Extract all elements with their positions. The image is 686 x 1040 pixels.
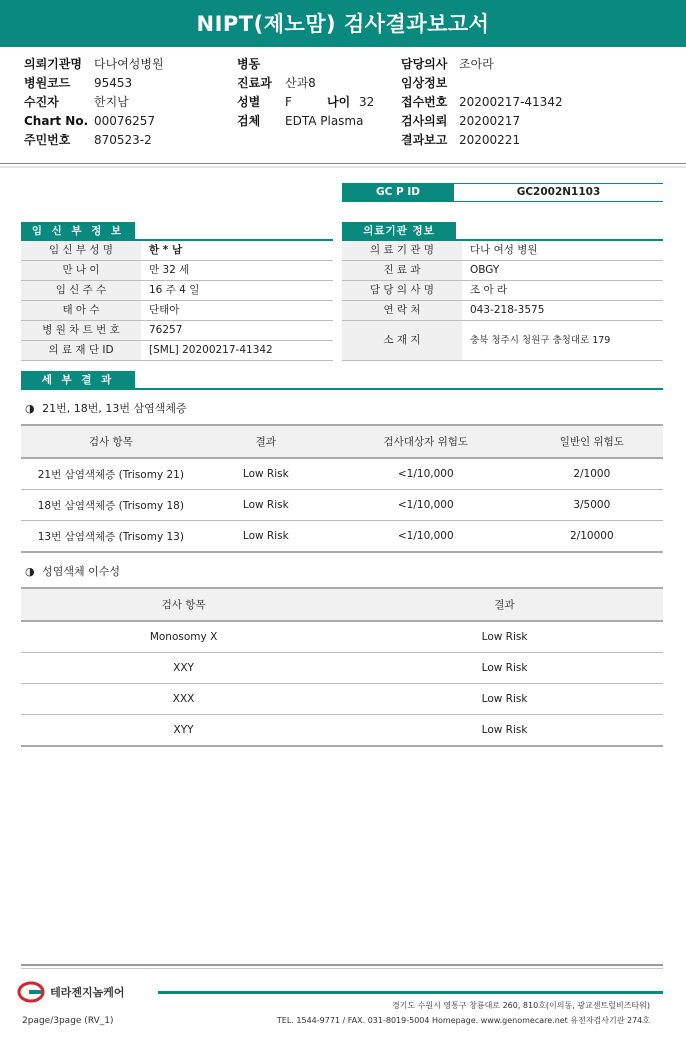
label-receipt-no: 접수번호	[401, 95, 448, 109]
cell-result: Low Risk	[201, 458, 331, 490]
pregnant-row-key: 만 나 이	[21, 261, 141, 280]
table-row	[21, 490, 663, 521]
cell-item: XXX	[21, 684, 346, 715]
inst-row-value: 충북 청주시 청원구 충청대로 179	[470, 335, 611, 346]
footer-divider	[21, 964, 663, 966]
value-receipt-no: 20200217-41342	[459, 95, 563, 109]
sexchrom-col-result: 결과	[346, 588, 663, 621]
inst-row-name	[342, 241, 663, 261]
pregnant-row-key: 병 원 차 트 번 호	[21, 321, 141, 340]
footer-divider-thin	[21, 968, 663, 969]
header-col-3	[401, 55, 671, 150]
value-chart-no: 00076257	[94, 114, 156, 128]
cell-general: 2/1000	[521, 458, 663, 490]
value-request-date: 20200217	[459, 114, 521, 128]
header-divider-light	[0, 166, 686, 168]
pregnant-info-table	[21, 241, 333, 361]
trisomy-col-result: 결과	[201, 425, 331, 458]
inst-row-key: 의 료 기 관 명	[342, 241, 462, 260]
inst-row-value: OBGY	[470, 264, 500, 276]
trisomy-subtitle-text: 21번, 18번, 13번 삼염색체증	[42, 402, 187, 415]
sexchrom-subtitle	[25, 563, 120, 579]
label-doctor: 담당의사	[401, 57, 448, 71]
label-sex: 성별	[237, 95, 261, 109]
value-department: 산과8	[285, 76, 316, 90]
inst-row-value: 다나 여성 병원	[470, 244, 538, 256]
table-row	[21, 521, 663, 553]
table-row	[21, 458, 663, 490]
label-institution: 의뢰기관명	[24, 57, 82, 71]
inst-row-address	[342, 321, 663, 361]
cell-item: XXY	[21, 653, 346, 684]
company-logo	[17, 981, 124, 1003]
institution-info-table	[342, 241, 663, 361]
cell-item: 18번 삼염색체증 (Trisomy 18)	[21, 490, 201, 521]
label-clinical-info: 임상정보	[401, 76, 448, 90]
report-title: NIPT(제노맘) 검사결과보고서	[0, 0, 686, 47]
label-request-date: 검사의뢰	[401, 114, 448, 128]
label-specimen: 검체	[237, 114, 261, 128]
label-recipient: 수진자	[24, 95, 59, 109]
label-age: 나이	[327, 95, 351, 109]
inst-row-key: 소 재 지	[342, 321, 462, 360]
inst-row-value: 조 아 라	[470, 284, 508, 296]
trisomy-col-risk: 검사대상자 위험도	[331, 425, 521, 458]
cell-risk: <1/10,000	[331, 490, 521, 521]
logo-text: 테라젠지놈케어	[50, 986, 125, 999]
inst-row-dept	[342, 261, 663, 281]
detail-line	[21, 388, 663, 390]
pregnant-row-age	[21, 261, 333, 281]
pregnant-row-chart	[21, 321, 333, 341]
pregnant-row-fetus	[21, 301, 333, 321]
value-specimen: EDTA Plasma	[285, 114, 364, 128]
pregnant-row-value: 76257	[149, 324, 183, 336]
gcpid-value: GC2002N1103	[454, 183, 663, 202]
pregnant-row-foundation-id	[21, 341, 333, 361]
half-circle-icon: ◑	[25, 565, 35, 578]
sexchrom-col-item: 검사 항목	[21, 588, 346, 621]
pregnant-row-value: 만 32 세	[149, 264, 190, 276]
trisomy-col-general: 일반인 위험도	[521, 425, 663, 458]
pregnant-row-value: [SML] 20200217-41342	[149, 344, 273, 356]
table-row	[21, 653, 663, 684]
inst-row-key: 진 료 과	[342, 261, 462, 280]
trisomy-col-item: 검사 항목	[21, 425, 201, 458]
trisomy-subtitle	[25, 400, 187, 416]
footer-address: 경기도 수원시 영통구 창룡대로 260, 810호(이의동, 광교센트럴비즈타워)	[391, 1001, 650, 1010]
pregnant-info-tab: 임 신 부 정 보	[21, 222, 135, 239]
cell-general: 3/5000	[521, 490, 663, 521]
value-age: 32	[359, 95, 375, 109]
value-hospital-code: 95453	[94, 76, 133, 90]
table-row	[21, 684, 663, 715]
label-hospital-code: 병원코드	[24, 76, 71, 90]
label-report-date: 결과보고	[401, 133, 448, 147]
cell-result: Low Risk	[346, 715, 663, 747]
value-recipient: 한지남	[94, 95, 129, 109]
page-number: 2page/3page (RV_1)	[22, 1016, 114, 1026]
pregnant-row-value: 단태아	[149, 304, 180, 316]
sexchrom-table	[21, 587, 663, 747]
institution-info-tab: 의료기관 정보	[342, 222, 456, 239]
value-resident-no: 870523-2	[94, 133, 152, 147]
value-report-date: 20200221	[459, 133, 521, 147]
cell-item: XYY	[21, 715, 346, 747]
cell-general: 2/10000	[521, 521, 663, 553]
cell-risk: <1/10,000	[331, 521, 521, 553]
label-ward: 병동	[237, 57, 261, 71]
header-col-1	[24, 55, 234, 150]
half-circle-icon: ◑	[25, 402, 35, 415]
label-department: 진료과	[237, 76, 272, 90]
logo-mark-icon	[17, 981, 45, 1003]
cell-result: Low Risk	[346, 653, 663, 684]
value-institution: 다나여성병원	[94, 57, 164, 71]
footer-contact: TEL. 1544-9771 / FAX. 031-8019-5004 Homepage. www.genomecare.net 유전자검사기관 274호	[276, 1016, 650, 1025]
footer-accent-bar	[158, 991, 663, 994]
cell-risk: <1/10,000	[331, 458, 521, 490]
pregnant-row-key: 임 신 부 성 명	[21, 241, 141, 260]
cell-result: Low Risk	[346, 621, 663, 653]
label-chart-no: Chart No.	[24, 114, 89, 128]
gcpid-label: GC P ID	[342, 183, 454, 202]
value-doctor: 조아라	[459, 57, 494, 71]
inst-row-contact	[342, 301, 663, 321]
pregnant-row-name	[21, 241, 333, 261]
pregnant-row-weeks	[21, 281, 333, 301]
table-row	[21, 715, 663, 747]
cell-result: Low Risk	[201, 521, 331, 553]
inst-row-key: 담 당 의 사 명	[342, 281, 462, 300]
inst-row-key: 연 락 처	[342, 301, 462, 320]
detail-tab: 세 부 결 과	[21, 371, 135, 388]
value-sex: F	[285, 95, 292, 109]
header-divider	[0, 163, 686, 164]
trisomy-table	[21, 424, 663, 553]
cell-item: 21번 삼염색체증 (Trisomy 21)	[21, 458, 201, 490]
cell-result: Low Risk	[346, 684, 663, 715]
header-col-2	[237, 55, 387, 131]
cell-item: Monosomy X	[21, 621, 346, 653]
inst-row-doctor	[342, 281, 663, 301]
table-row	[21, 621, 663, 653]
pregnant-row-value: 한 * 남	[149, 244, 183, 256]
inst-row-value: 043-218-3575	[470, 304, 545, 316]
pregnant-row-key: 임 신 주 수	[21, 281, 141, 300]
pregnant-row-key: 태 아 수	[21, 301, 141, 320]
label-resident-no: 주민번호	[24, 133, 71, 147]
sexchrom-subtitle-text: 성염색체 이수성	[42, 565, 120, 578]
pregnant-row-key: 의 료 재 단 ID	[21, 341, 141, 360]
pregnant-row-value: 16 주 4 일	[149, 284, 200, 296]
cell-result: Low Risk	[201, 490, 331, 521]
cell-item: 13번 삼염색체증 (Trisomy 13)	[21, 521, 201, 553]
